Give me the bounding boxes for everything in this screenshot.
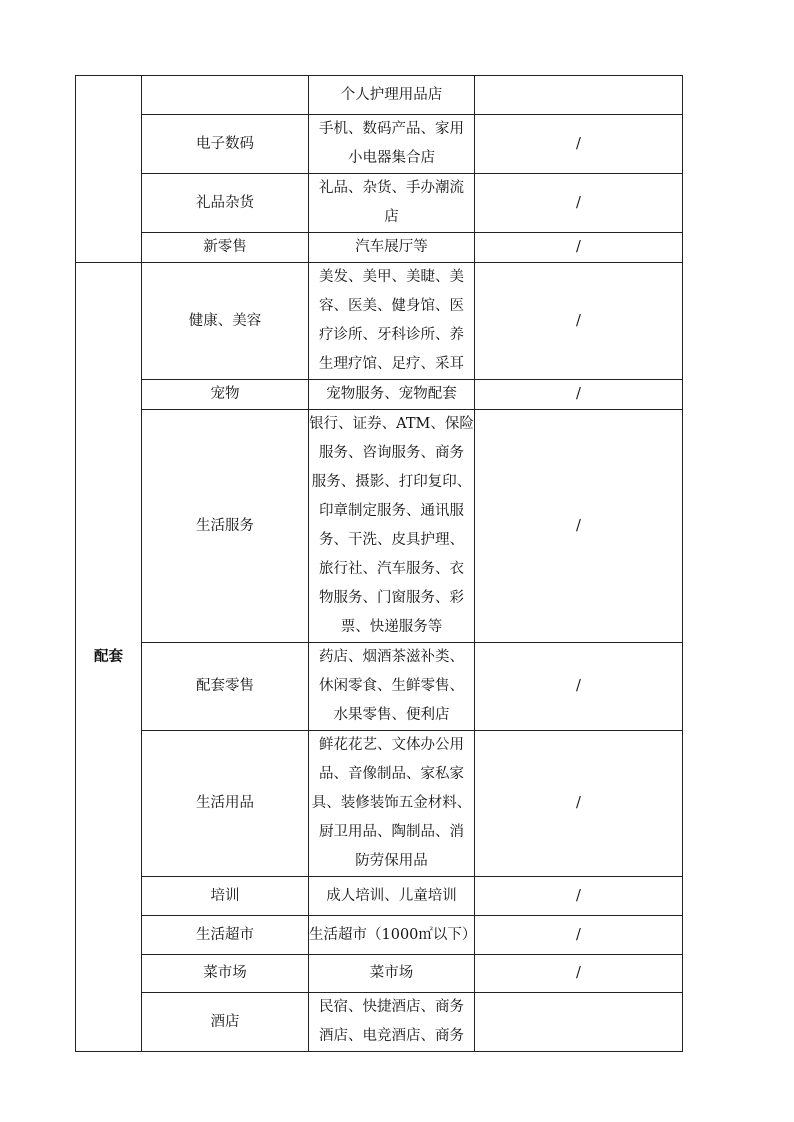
mark-cell: / <box>475 955 683 993</box>
table-row <box>76 76 683 115</box>
mark-cell: / <box>475 916 683 955</box>
description-line: 成人培训、儿童培训 <box>326 887 457 904</box>
description-cell <box>309 643 475 731</box>
category-cell <box>142 76 309 115</box>
group-cell-previous <box>76 76 142 263</box>
table-row <box>76 877 683 916</box>
description-line: 礼品、杂货、手办潮流 <box>319 180 464 196</box>
description-line: 个人护理用品店 <box>340 86 443 103</box>
description-line: 服务、摄影、打印复印、 <box>311 474 472 490</box>
description-line: 票、快递服务等 <box>340 619 443 635</box>
table-row <box>76 410 683 643</box>
category-cell: 生活服务 <box>142 410 309 643</box>
mark-cell: / <box>475 115 683 174</box>
description-line: 水果零售、便利店 <box>333 707 450 723</box>
description-line: 菜市场 <box>369 965 414 981</box>
mark-cell: / <box>475 643 683 731</box>
description-cell <box>309 174 475 233</box>
description-cell <box>309 76 475 115</box>
description-cell <box>309 993 475 1052</box>
category-cell: 电子数码 <box>142 115 309 174</box>
description-cell <box>309 916 475 955</box>
table-row <box>76 643 683 731</box>
description-line: 店 <box>384 209 399 225</box>
category-cell: 礼品杂货 <box>142 174 309 233</box>
table-row <box>76 731 683 877</box>
category-cell: 酒店 <box>142 993 309 1052</box>
category-cell: 新零售 <box>142 233 309 263</box>
table-row <box>76 263 683 380</box>
mark-cell: / <box>475 263 683 380</box>
mark-cell: / <box>475 174 683 233</box>
mark-cell: / <box>475 233 683 263</box>
description-line: 旅行社、汽车服务、衣 <box>319 561 464 577</box>
mark-cell <box>475 76 683 115</box>
description-line: 药店、烟酒茶滋补类、 <box>319 649 464 665</box>
description-cell <box>309 731 475 877</box>
business-type-table <box>75 75 683 1052</box>
category-cell: 生活用品 <box>142 731 309 877</box>
description-line: 防劳保用品 <box>355 853 428 869</box>
table-row <box>76 916 683 955</box>
description-line: 疗诊所、牙科诊所、养 <box>319 327 464 343</box>
group-label: 配套 <box>76 263 142 1052</box>
description-line: 小电器集合店 <box>348 150 435 166</box>
table-row <box>76 380 683 410</box>
mark-cell: / <box>475 877 683 916</box>
mark-cell <box>475 993 683 1052</box>
table-row <box>76 993 683 1052</box>
description-cell <box>309 955 475 993</box>
description-line: 休闲零食、生鲜零售、 <box>319 678 464 694</box>
category-cell: 宠物 <box>142 380 309 410</box>
description-line: 民宿、快捷酒店、商务 <box>319 999 464 1015</box>
mark-cell: / <box>475 380 683 410</box>
description-line: 鲜花花艺、文体办公用 <box>319 737 464 753</box>
description-cell <box>309 115 475 174</box>
description-line: 生理疗馆、足疗、采耳 <box>319 356 464 372</box>
category-cell: 生活超市 <box>142 916 309 955</box>
description-cell <box>309 380 475 410</box>
description-line: 银行、证券、ATM、保险 <box>309 416 474 432</box>
category-cell: 培训 <box>142 877 309 916</box>
description-cell <box>309 877 475 916</box>
description-line: 酒店、电竞酒店、商务 <box>319 1028 464 1044</box>
table-row <box>76 115 683 174</box>
description-line: 宠物服务、宠物配套 <box>326 386 457 402</box>
description-line: 美发、美甲、美睫、美 <box>319 269 464 285</box>
description-line: 手机、数码产品、家用 <box>319 121 464 137</box>
description-cell <box>309 410 475 643</box>
description-line: 厨卫用品、陶制品、消 <box>319 824 464 840</box>
description-line: 服务、咨询服务、商务 <box>319 445 464 461</box>
description-line: 容、医美、健身馆、医 <box>319 298 464 314</box>
description-line: 具、装修装饰五金材料、 <box>311 795 472 811</box>
mark-cell: / <box>475 731 683 877</box>
description-cell <box>309 233 475 263</box>
description-line: 品、音像制品、家私家 <box>319 766 464 782</box>
table-row <box>76 174 683 233</box>
table-row <box>76 955 683 993</box>
description-line: 物服务、门窗服务、彩 <box>319 590 464 606</box>
mark-cell: / <box>475 410 683 643</box>
description-line: 印章制定服务、通讯服 <box>319 503 464 519</box>
table-row <box>76 233 683 263</box>
description-line: 务、干洗、皮具护理、 <box>319 532 464 548</box>
category-cell: 菜市场 <box>142 955 309 993</box>
category-cell: 健康、美容 <box>142 263 309 380</box>
description-cell <box>309 263 475 380</box>
category-cell: 配套零售 <box>142 643 309 731</box>
description-line: 汽车展厅等 <box>355 239 428 255</box>
description-line: 生活超市（1000㎡以下） <box>309 926 477 943</box>
